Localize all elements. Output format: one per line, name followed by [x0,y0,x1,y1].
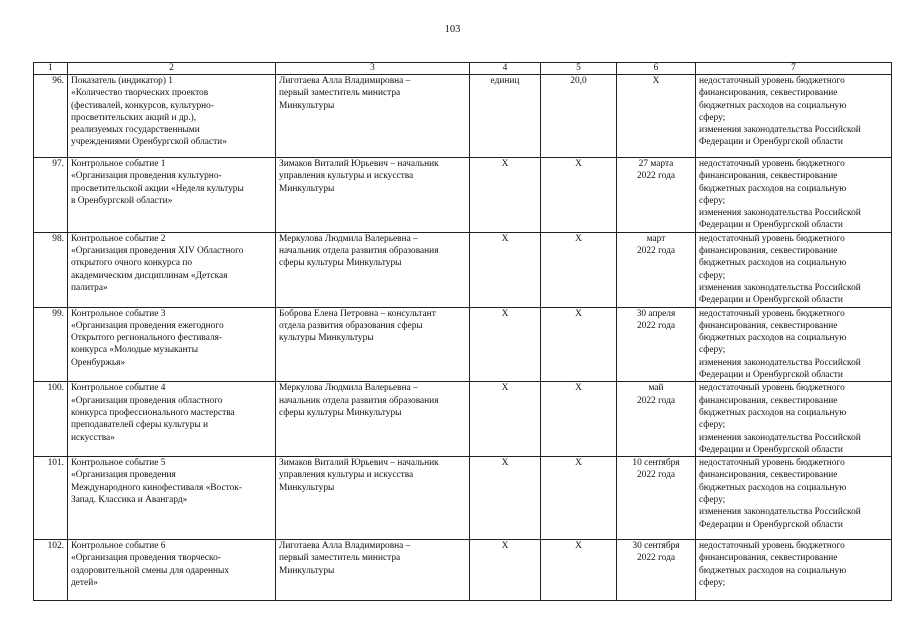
risks-cell-line: финансирования, секвестирование [699,320,838,331]
risks-cell-line: бюджетных расходов на социальную [699,258,847,269]
risks-cell-line: финансирования, секвестирование [699,88,838,99]
indicator-cell-line: палитра» [71,282,108,293]
risks-cell-line: изменения законодательства Российской [699,357,861,368]
risks-cell-line: сферу; [699,578,726,589]
risks-cell-line: сферу; [699,345,726,356]
responsible-cell-line: управления культуры и искусства [279,171,414,182]
date-cell-line: май [648,383,664,394]
page-number: 103 [444,24,461,35]
column-number-row [34,63,892,75]
indicator-cell-line: просветительских акций и др.), [71,112,197,123]
unit-cell: Х [470,457,541,540]
indicator-cell-line: «Организация проведения творческо- [71,553,221,564]
risks-cell-line: недостаточный уровень бюджетного [699,159,845,169]
risks-cell-line: Федерации и Оренбургской области [699,370,843,381]
indicator-cell-line: Показатель (индикатор) 1 [71,76,173,86]
date-cell-line: 30 апреля [636,308,676,319]
risks-cell-line: Федерации и Оренбургской области [699,295,843,306]
indicator-cell-line: Контрольное событие 3 [71,308,166,319]
responsible-cell-line: Лиготаева Алла Владимировна – [279,541,411,552]
responsible-cell [276,382,470,457]
indicator-cell-line: в Оренбургской области» [71,195,173,206]
control-events-table [33,62,892,601]
indicator-cell-line: реализуемых государственными [71,125,200,136]
indicator-cell-line: (фестивалей, конкурсов, культурно- [71,100,214,111]
indicator-cell [68,457,276,540]
risks-cell-line: финансирования, секвестирование [699,395,838,406]
responsible-cell-line: Меркулова Людмила Валерьевна – [279,233,418,244]
responsible-cell [276,75,470,158]
unit-cell: Х [470,382,541,457]
risks-cell-line: недостаточный уровень бюджетного [699,233,845,244]
date-cell [617,75,696,158]
indicator-cell-line: преподавателей сферы культуры и [71,420,209,431]
risks-cell [696,75,892,158]
value-cell: 20,0 [541,75,617,158]
responsible-cell [276,307,470,382]
indicator-cell-line: конкурса профессионального мастерства [71,407,235,418]
date-cell-line: 2022 года [636,470,676,481]
risks-cell [696,457,892,540]
risks-cell-line: бюджетных расходов на социальную [699,183,847,194]
row-number-cell: 97. [34,158,68,233]
date-cell-line: 10 сентября [632,458,680,469]
row-number-cell: 99. [34,307,68,382]
date-cell [617,457,696,540]
table-row [34,540,892,601]
date-cell [617,307,696,382]
responsible-cell-line: отдела развития образования сферы [279,320,423,331]
date-cell [617,158,696,233]
risks-cell-line: сферу; [699,495,726,506]
risks-cell-line: недостаточный уровень бюджетного [699,76,845,86]
risks-cell-line: сферу; [699,270,726,281]
indicator-cell-line: оздоровительной смены для одаренных [71,565,230,576]
responsible-cell-line: Лиготаева Алла Владимировна – [279,76,411,86]
indicator-cell [68,158,276,233]
date-cell-line: 30 сентября [632,541,680,552]
risks-cell [696,232,892,307]
date-cell-line: 27 марта [638,159,674,169]
indicator-cell [68,307,276,382]
risks-cell-line: бюджетных расходов на социальную [699,565,847,576]
table-row [34,75,892,158]
indicator-cell-line: Контрольное событие 6 [71,541,166,552]
indicator-cell-line: академическим дисциплинам «Детская [71,270,228,281]
unit-cell: Х [470,158,541,233]
column-header: 7 [696,63,892,75]
risks-cell-line: изменения законодательства Российской [699,282,861,293]
date-cell-line: 2022 года [636,320,676,331]
indicator-cell-line: «Организация проведения XIV Областного [71,246,244,257]
row-number-cell: 101. [34,457,68,540]
indicator-cell [68,382,276,457]
indicator-cell-line: Открытого регионального фестиваля- [71,333,223,344]
responsible-cell-line: Минкультуры [279,100,335,111]
indicator-cell-line: детей» [71,578,98,589]
risks-cell-line: финансирования, секвестирование [699,553,838,564]
date-cell-line: 2022 года [636,246,676,257]
risks-cell-line: бюджетных расходов на социальную [699,100,847,111]
column-header: 2 [68,63,276,75]
risks-cell-line: Федерации и Оренбургской области [699,444,843,455]
risks-cell [696,540,892,601]
indicator-cell-line: конкурса «Молодые музыканты [71,345,198,356]
date-cell-line: 2022 года [636,395,676,406]
responsible-cell [276,232,470,307]
row-number-cell: 96. [34,75,68,158]
risks-cell-line: недостаточный уровень бюджетного [699,383,845,394]
column-header: 5 [541,63,617,75]
date-cell [617,382,696,457]
value-cell: Х [541,232,617,307]
date-cell [617,540,696,601]
indicator-cell-line: искусства» [71,432,115,443]
column-header: 4 [470,63,541,75]
risks-cell-line: сферу; [699,112,726,123]
risks-cell [696,158,892,233]
indicator-cell-line: «Количество творческих проектов [71,88,209,99]
responsible-cell-line: первый заместитель министра [279,553,401,564]
indicator-cell [68,232,276,307]
risks-cell-line: изменения законодательства Российской [699,507,861,518]
risks-cell-line: Федерации и Оренбургской области [699,519,843,530]
risks-cell [696,382,892,457]
column-header: 6 [617,63,696,75]
risks-cell-line: сферу; [699,420,726,431]
table-row [34,307,892,382]
risks-cell-line: изменения законодательства Российской [699,125,861,136]
column-header: 1 [34,63,68,75]
risks-cell-line: недостаточный уровень бюджетного [699,308,845,319]
responsible-cell-line: культуры Минкультуры [279,333,374,344]
value-cell: Х [541,158,617,233]
indicator-cell [68,75,276,158]
date-cell-line: 2022 года [636,553,676,564]
date-cell-line: март [646,233,666,244]
responsible-cell-line: Боброва Елена Петровна – консультант [279,308,436,319]
responsible-cell [276,457,470,540]
unit-cell: единиц [470,75,541,158]
responsible-cell [276,540,470,601]
responsible-cell-line: Зимаков Виталий Юрьевич – начальник [279,159,439,169]
indicator-cell-line: «Организация проведения [71,470,176,481]
risks-cell-line: финансирования, секвестирование [699,171,838,182]
indicator-cell [68,540,276,601]
value-cell: Х [541,540,617,601]
indicator-cell-line: учреждениями Оренбургской области» [71,137,227,148]
responsible-cell-line: сферы культуры Минкультуры [279,407,402,418]
table-row [34,232,892,307]
responsible-cell-line: Меркулова Людмила Валерьевна – [279,383,418,394]
date-cell [617,232,696,307]
risks-cell-line: бюджетных расходов на социальную [699,333,847,344]
unit-cell: Х [470,307,541,382]
risks-cell-line: недостаточный уровень бюджетного [699,458,845,469]
responsible-cell [276,158,470,233]
indicator-cell-line: открытого очного конкурса по [71,258,193,269]
risks-cell-line: изменения законодательства Российской [699,432,861,443]
table-row [34,382,892,457]
risks-cell-line: изменения законодательства Российской [699,208,861,219]
indicator-cell-line: Контрольное событие 5 [71,458,166,469]
risks-cell-line: бюджетных расходов на социальную [699,482,847,493]
responsible-cell-line: первый заместитель министра [279,88,401,99]
indicator-cell-line: Запад. Классика и Авангард» [71,495,188,506]
date-cell-line: 2022 года [636,171,676,182]
risks-cell-line: бюджетных расходов на социальную [699,407,847,418]
responsible-cell-line: начальник отдела развития образования [279,395,439,406]
table-row [34,457,892,540]
value-cell: Х [541,382,617,457]
indicator-cell-line: Контрольное событие 4 [71,383,166,394]
risks-cell-line: сферу; [699,195,726,206]
date-cell-line: Х [652,76,660,86]
indicator-cell-line: «Организация проведения культурно- [71,171,222,182]
row-number-cell: 98. [34,232,68,307]
risks-cell-line: финансирования, секвестирование [699,470,838,481]
indicator-cell-line: Контрольное событие 2 [71,233,166,244]
unit-cell: Х [470,540,541,601]
value-cell: Х [541,307,617,382]
value-cell: Х [541,457,617,540]
unit-cell: Х [470,232,541,307]
indicator-cell-line: Международного кинофестиваля «Восток- [71,482,242,493]
row-number-cell: 100. [34,382,68,457]
risks-cell-line: Федерации и Оренбургской области [699,220,843,231]
column-header: 3 [276,63,470,75]
responsible-cell-line: Зимаков Виталий Юрьевич – начальник [279,458,439,469]
indicator-cell-line: просветительской акции «Неделя культуры [71,183,244,194]
responsible-cell-line: сферы культуры Минкультуры [279,258,402,269]
risks-cell [696,307,892,382]
responsible-cell-line: управления культуры и искусства [279,470,414,481]
indicator-cell-line: «Организация проведения областного [71,395,223,406]
responsible-cell-line: Минкультуры [279,183,335,194]
indicator-cell-line: Оренбуржья» [71,357,126,368]
responsible-cell-line: Минкультуры [279,565,335,576]
row-number-cell: 102. [34,540,68,601]
indicator-cell-line: Контрольное событие 1 [71,159,166,169]
indicator-cell-line: «Организация проведения ежегодного [71,320,224,331]
risks-cell-line: финансирования, секвестирование [699,246,838,257]
responsible-cell-line: начальник отдела развития образования [279,246,439,257]
risks-cell-line: недостаточный уровень бюджетного [699,541,845,552]
table-row [34,158,892,233]
risks-cell-line: Федерации и Оренбургской области [699,137,843,148]
responsible-cell-line: Минкультуры [279,482,335,493]
